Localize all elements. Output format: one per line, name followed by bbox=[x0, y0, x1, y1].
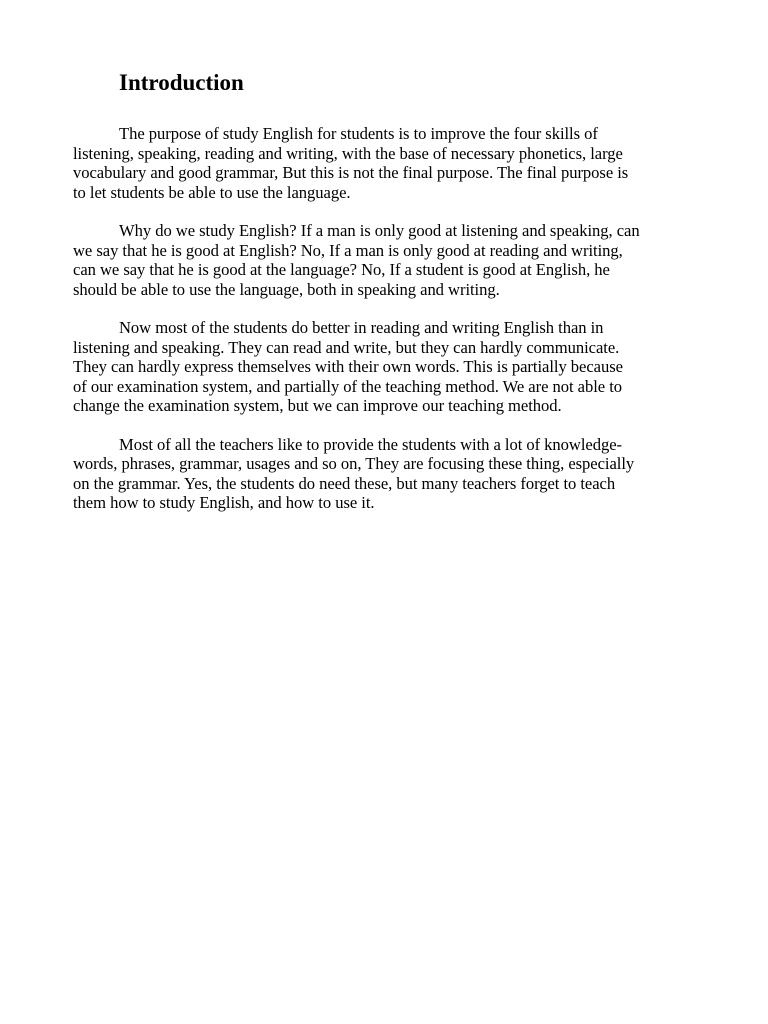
paragraph-line: Why do we study English? If a man is only good at listening and speaking, can bbox=[119, 221, 640, 240]
paragraph-1 bbox=[73, 124, 693, 202]
paragraph-line: them how to study English, and how to use it. bbox=[73, 493, 375, 512]
paragraph-line: words, phrases, grammar, usages and so on, They are focusing these thing, especially bbox=[73, 454, 635, 473]
paragraph-line: listening, speaking, reading and writing, with the base of necessary phonetics, large bbox=[73, 143, 623, 163]
paragraph-line: Most of all the teachers like to provide the students with a lot of knowledge- bbox=[119, 434, 623, 454]
paragraph-line: Now most of the students do better in reading and writing English than in bbox=[119, 318, 604, 337]
paragraph-line: can we say that he is good at the language? No, If a student is good at English, he bbox=[73, 260, 610, 279]
paragraph-3 bbox=[73, 318, 693, 416]
paragraph-line: They can hardly express themselves with their own words. This is partially because bbox=[73, 357, 623, 376]
paragraph-line: to let students be able to use the language. bbox=[73, 182, 351, 202]
document-title: Introduction bbox=[119, 70, 244, 95]
paragraph-line: The purpose of study English for students is to improve the four skills of bbox=[119, 124, 598, 143]
paragraph-line: on the grammar. Yes, the students do need these, but many teachers forget to teach bbox=[73, 473, 616, 493]
paragraph-line: should be able to use the language, both in speaking and writing. bbox=[73, 279, 500, 299]
paragraph-2 bbox=[73, 221, 693, 299]
document-page bbox=[73, 68, 693, 532]
paragraph-line: change the examination system, but we can improve our teaching method. bbox=[73, 396, 562, 415]
paragraph-line: vocabulary and good grammar, But this is not the final purpose. The final purpose is bbox=[73, 163, 629, 182]
paragraph-line: of our examination system, and partially of the teaching method. We are not able to bbox=[73, 376, 623, 396]
paragraph-line: listening and speaking. They can read and write, but they can hardly communicate. bbox=[73, 337, 620, 357]
paragraph-line: we say that he is good at English? No, If a man is only good at reading and writing, bbox=[73, 240, 623, 260]
paragraph-4 bbox=[73, 435, 693, 513]
